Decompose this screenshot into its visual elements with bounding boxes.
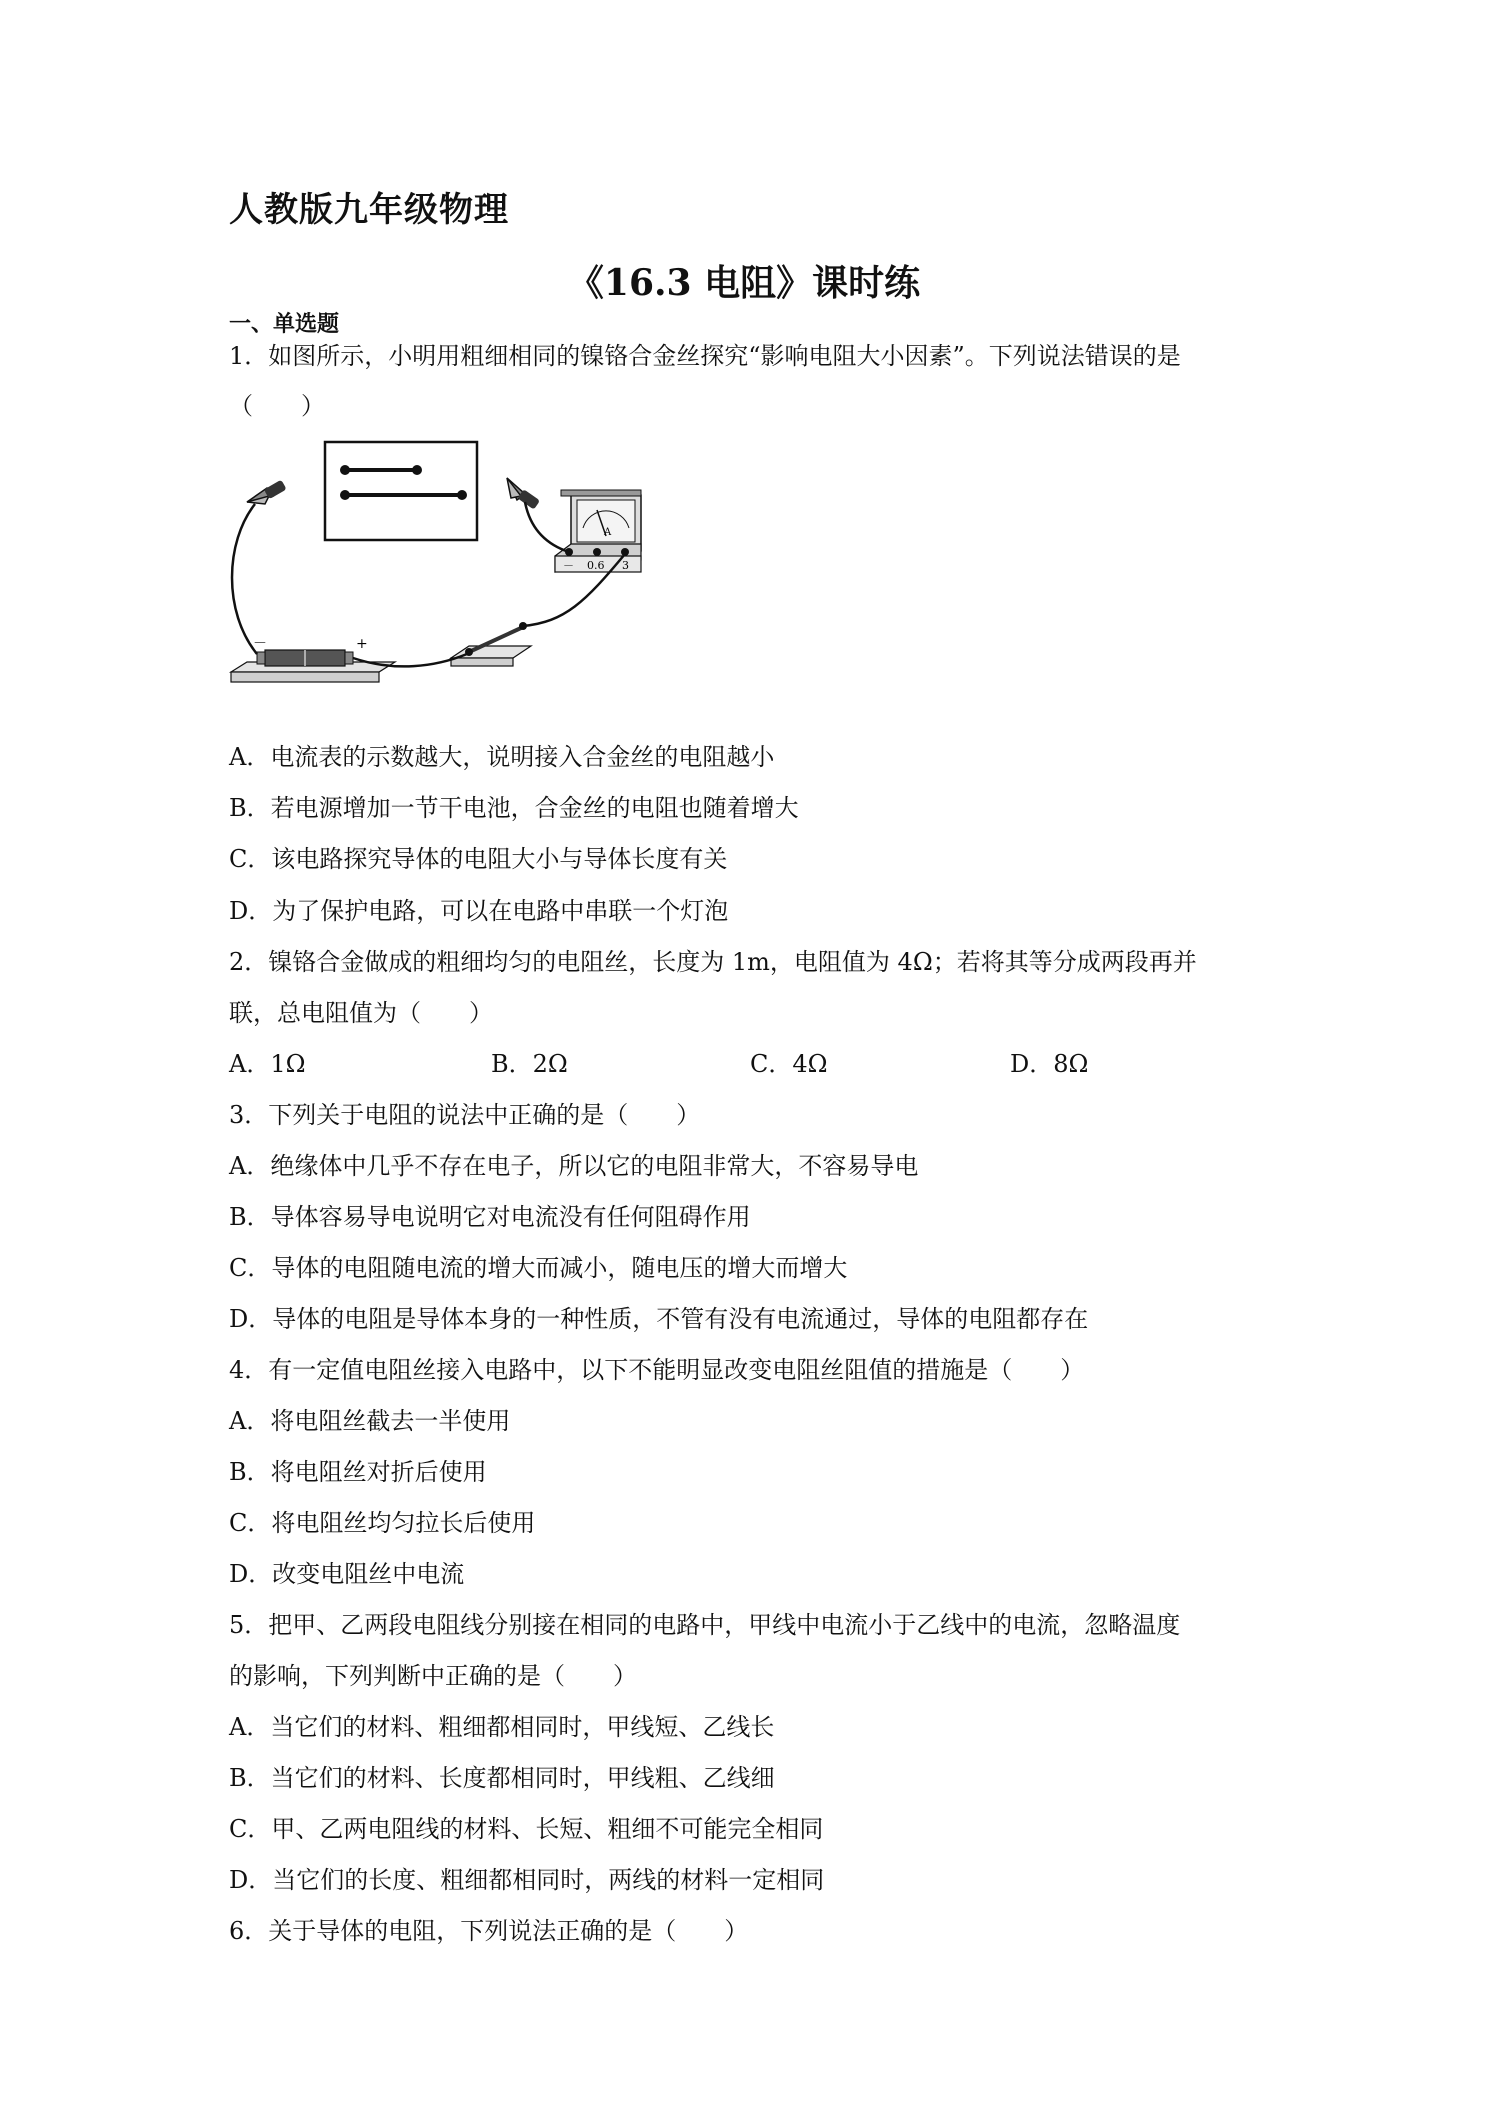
q5-stem-line2: 的影响，下列判断中正确的是（ ） xyxy=(229,1662,637,1690)
q6-stem: 6．关于导体的电阻，下列说法正确的是（ ） xyxy=(229,1917,749,1945)
document-header: 人教版九年级物理 xyxy=(229,190,509,230)
q4-option-c: C．将电阻丝均匀拉长后使用 xyxy=(229,1509,536,1537)
q1-stem-line2: （ ） xyxy=(229,392,325,420)
q3-option-c: C．导体的电阻随电流的增大而减小，随电压的增大而增大 xyxy=(229,1254,848,1282)
q2-stem-line1: 2．镍铬合金做成的粗细均匀的电阻丝，长度为 1m，电阻值为 4Ω；若将其等分成两段再并 xyxy=(229,948,1197,976)
document-title: 《16.3 电阻》课时练 xyxy=(567,262,921,304)
nichrome-wire-short xyxy=(340,465,422,475)
ammeter-terminal-3: 3 xyxy=(622,559,629,572)
q1-option-b: B．若电源增加一节干电池，合金丝的电阻也随着增大 xyxy=(229,794,799,822)
q5-stem-line1: 5．把甲、乙两段电阻线分别接在相同的电路中，甲线中电流小于乙线中的电流，忽略温度 xyxy=(229,1611,1181,1639)
q4-option-b: B．将电阻丝对折后使用 xyxy=(229,1458,487,1486)
q1-stem-line1: 1．如图所示，小明用粗细相同的镍铬合金丝探究“影响电阻大小因素”。下列说法错误的是 xyxy=(229,342,1181,370)
knife-switch xyxy=(451,622,531,666)
q2-option-a: A．1Ω xyxy=(229,1050,306,1078)
q1-option-a: A．电流表的示数越大，说明接入合金丝的电阻越小 xyxy=(229,743,775,771)
ammeter-terminal-neg: － xyxy=(563,559,574,572)
q5-option-b: B．当它们的材料、长度都相同时，甲线粗、乙线细 xyxy=(229,1764,775,1792)
section-heading: 一、单选题 xyxy=(229,311,340,337)
q2-option-d: D．8Ω xyxy=(1010,1050,1089,1078)
q5-option-d: D．当它们的长度、粗细都相同时，两线的材料一定相同 xyxy=(229,1866,825,1894)
q1-option-c: C．该电路探究导体的电阻大小与导体长度有关 xyxy=(229,845,728,873)
q4-stem: 4．有一定值电阻丝接入电路中，以下不能明显改变电阻丝阻值的措施是（ ） xyxy=(229,1356,1085,1384)
q3-stem: 3．下列关于电阻的说法中正确的是（ ） xyxy=(229,1101,701,1129)
q5-option-a: A．当它们的材料、粗细都相同时，甲线短、乙线长 xyxy=(229,1713,775,1741)
q3-option-a: A．绝缘体中几乎不存在电子，所以它的电阻非常大，不容易导电 xyxy=(229,1152,919,1180)
battery-minus-label: － xyxy=(253,636,267,652)
q4-option-d: D．改变电阻丝中电流 xyxy=(229,1560,465,1588)
right-alligator-clip xyxy=(507,478,540,510)
circuit-wires xyxy=(232,502,625,666)
q2-option-c: C．4Ω xyxy=(750,1050,828,1078)
ammeter xyxy=(555,490,641,572)
q4-option-a: A．将电阻丝截去一半使用 xyxy=(229,1407,511,1435)
battery-holder xyxy=(231,636,395,682)
q3-option-d: D．导体的电阻是导体本身的一种性质，不管有没有电流通过，导体的电阻都存在 xyxy=(229,1305,1089,1333)
q1-circuit-figure xyxy=(225,432,665,694)
battery-plus-label: + xyxy=(356,636,368,652)
ammeter-terminal-06: 0.6 xyxy=(587,559,605,572)
nichrome-wire-long xyxy=(340,490,467,500)
q2-option-b: B．2Ω xyxy=(491,1050,568,1078)
q2-options-row xyxy=(229,1048,1269,1080)
q5-option-c: C．甲、乙两电阻线的材料、长短、粗细不可能完全相同 xyxy=(229,1815,824,1843)
q2-stem-line2: 联，总电阻值为（ ） xyxy=(229,999,493,1027)
left-alligator-clip xyxy=(247,480,287,504)
ammeter-symbol: A xyxy=(604,527,612,538)
q1-option-d: D．为了保护电路，可以在电路中串联一个灯泡 xyxy=(229,897,729,925)
q3-option-b: B．导体容易导电说明它对电流没有任何阻碍作用 xyxy=(229,1203,751,1231)
